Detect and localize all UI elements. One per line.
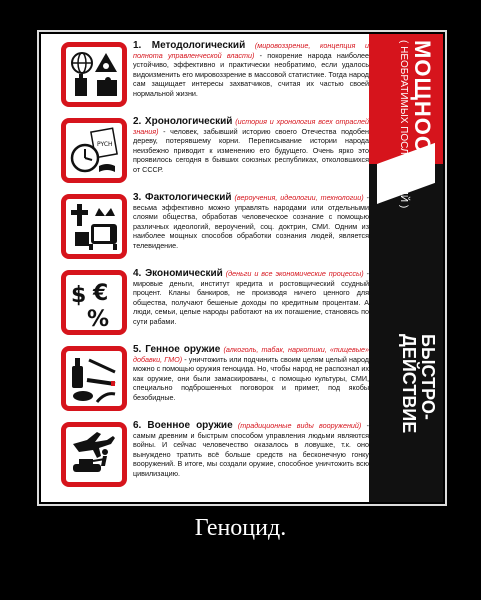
item-note: (вероучения, идеологии, технологии) — [234, 193, 364, 202]
page-caption: Геноцид. — [194, 515, 287, 541]
item-text — [133, 40, 369, 98]
globe-eye-puzzle-icon — [61, 42, 127, 107]
poster — [41, 34, 443, 502]
clock-book-icon — [61, 118, 127, 183]
list-item — [47, 114, 369, 185]
sidebar — [369, 34, 443, 502]
sidebar-subtitle: ( НЕОБРАТИМЫХ ПОСЛЕДСТВИЙ ) — [398, 40, 409, 209]
item-body: - человек, забывший историю своего Отечества подобен дереву, потерявшему корни. Переписывание истории народа неизбежно приводит к изменению его будущего. Очень ярко это проявилось сегодня в бывших союзных республиках, отколовшихся от СССР. — [133, 127, 369, 174]
list-item — [47, 342, 369, 413]
svg-text:$: $ — [71, 283, 87, 308]
item-title: 6. Военное оружие — [133, 420, 233, 431]
cross-tv-icon — [61, 194, 127, 259]
item-text — [133, 420, 369, 478]
item-body: - уничтожить или подчинить своим целям целый народ можно с помощью оружия геноцида. Но, чтобы народ не распознал их как оружие, они были замаскированы, с помощью культуры, СМИ, специально подброшенных поговорок и примет, под якобы безобидные. — [133, 355, 370, 402]
item-note: (традиционные виды вооружений) — [237, 421, 362, 430]
svg-text:PYCH: PYCH — [97, 141, 113, 148]
item-text — [133, 344, 369, 402]
svg-text:%: % — [87, 307, 110, 328]
item-note: (алкоголь, табак, наркотики, «пищевые» добавки, ГМО) — [133, 345, 369, 364]
list-item — [47, 266, 369, 337]
item-text — [133, 116, 369, 174]
list-item — [47, 190, 369, 261]
svg-text:€: € — [93, 281, 109, 306]
item-note: (история и хронология всех отраслей знания) — [133, 117, 369, 136]
list-item — [47, 418, 369, 489]
bottle-cigarette-syringe-icon — [61, 346, 127, 411]
item-body: - покорение народа наиболее устойчиво, эффективно и практически необратимо, если удалось видоизменить его мировоззрение в массовой статистике. Тогда народ сам защищает интересы захватчиков, считая их частью своей нормальной жизни. — [133, 51, 370, 98]
currency-icon — [61, 270, 127, 335]
item-title: 3. Фактологический — [133, 192, 232, 203]
item-text — [133, 268, 369, 326]
item-title: 4. Экономический — [133, 268, 223, 279]
item-title: 2. Хронологический — [133, 116, 233, 127]
item-body: - весьма эффективно можно управлять народами или отдельными слоями общества, обработав человеческое сознание с помощью различных идеологий, вероучений, соц. доктрин, СМИ. Одним из наиболее мощных способов обработки сознания людей, является телевидение. — [133, 193, 369, 250]
item-title: 1. Методологический — [133, 40, 246, 51]
sidebar-title: МОЩНОСТЬ — [410, 40, 435, 184]
item-note: (деньги и все экономические процессы) — [225, 269, 364, 278]
item-body: - мировые деньги, институт кредита и ростовщический ссудный процент. Кланы банкиров, не производя ничего ценного для общества, получают бешеные доходы по кредитным процентам. А люди, семьи, целые народы работают на их погашение, становясь по сути рабами. — [133, 269, 370, 326]
item-title: 5. Генное оружие — [133, 344, 221, 355]
item-body: - самым древним и быстрым способом управления людьми являются войны. И сейчас человечество оказалось в ловушке, т.к. оно вынуждено тратить всё больше средств на бесконечную гонку вооружений. В итоге, мы создали оружие, способное уничтожить всю цивилизацию. — [133, 421, 369, 478]
list-item — [47, 38, 369, 109]
item-text — [133, 192, 369, 250]
jet-tank-soldier-icon — [61, 422, 127, 487]
item-note: (мировоззрение, концепция и полнота управленческой власти) — [133, 41, 369, 60]
sidebar-speed: БЫСТРО- ДЕЙСТВИЕ — [399, 334, 438, 434]
